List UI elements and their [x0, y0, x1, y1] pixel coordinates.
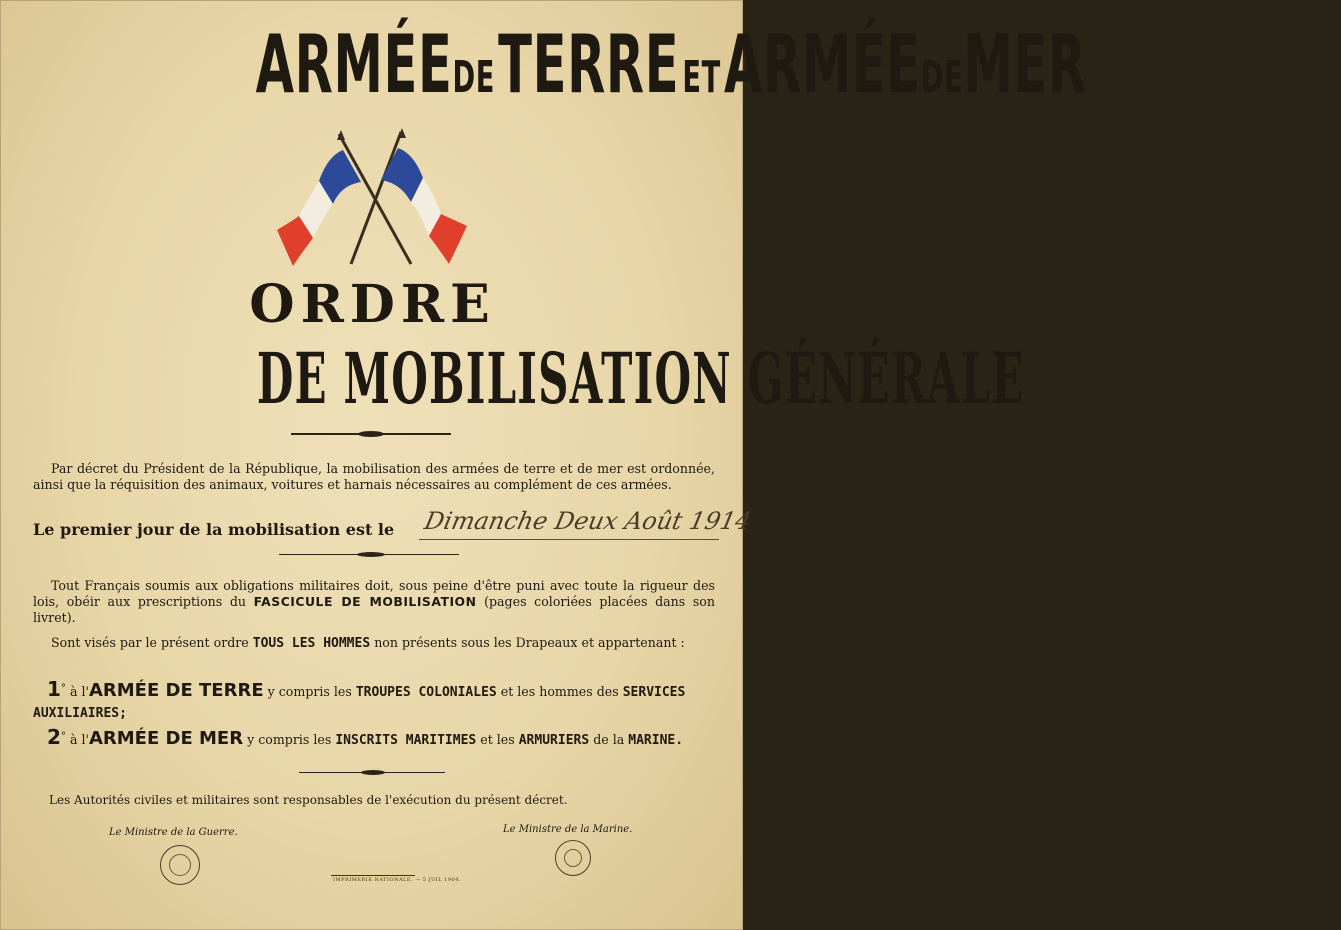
category-text: et les	[480, 732, 515, 748]
imprint-rule	[331, 875, 415, 876]
flag-right	[381, 148, 467, 264]
armourers-emphasis: ARMURIERS	[518, 733, 590, 749]
targets-paragraph	[33, 635, 715, 652]
flagpole-right	[351, 132, 401, 264]
war-ministry-seal-icon	[160, 845, 200, 885]
category-navy	[33, 727, 723, 751]
flag-left	[277, 150, 361, 266]
imprint-line: IMPRIMERIE NATIONALE. — 5 JUIL 1904.	[333, 877, 461, 883]
decree-paragraph: Par décret du Président de la République, la mobilisation des armées de terre et de mer est ordonnée, ainsi que la réquisition des animaux, voitures et harnais nécessaires au complément de ces armées.	[33, 461, 715, 492]
targets-text: non présents sous les Drapeaux et appartenant :	[374, 635, 685, 650]
header-title	[1, 18, 1087, 111]
title-ordre: ORDRE	[249, 274, 496, 335]
title-mobilisation	[1, 337, 1025, 420]
ornament-center	[358, 431, 384, 437]
category-prefix: à l'	[69, 684, 89, 700]
category-number: 1	[47, 677, 61, 702]
category-text: de la	[593, 732, 625, 748]
navy-emphasis: MARINE.	[628, 733, 684, 749]
category-army	[33, 679, 723, 724]
signature-left: Le Ministre de la Guerre.	[109, 827, 238, 838]
header-word: ARMÉE	[724, 18, 921, 111]
header-word: TERRE	[498, 18, 680, 111]
navy-ministry-seal-icon	[555, 840, 591, 876]
first-day-label: Le premier jour de la mobilisation est le	[33, 520, 395, 539]
obligation-text: (pages coloriées placées dans son livret).	[33, 594, 715, 625]
category-ordinal: °	[60, 731, 66, 742]
header-word: MER	[963, 18, 1087, 111]
signature-right: Le Ministre de la Marine.	[503, 824, 633, 835]
category-text: y compris les	[267, 684, 352, 700]
maritime-enlisted-emphasis: INSCRITS MARITIMES	[335, 733, 477, 749]
navy-label: ARMÉE DE MER	[88, 728, 244, 750]
category-prefix: à l'	[69, 732, 89, 748]
handwritten-date: Dimanche Deux Août 1914	[422, 507, 754, 535]
crossed-flags-icon	[271, 126, 481, 276]
header-word: DE	[920, 52, 964, 103]
header-word: ET	[682, 52, 721, 103]
obligation-text: Tout Français soumis aux obligations militaires doit, sous peine d'être puni avec toute la rigueur des lois, obéir aux prescriptions du	[33, 578, 715, 609]
targets-text: Sont visés par le présent ordre	[51, 635, 249, 650]
category-text: et les hommes des	[500, 684, 619, 700]
header-word: DE	[452, 52, 495, 103]
army-label: ARMÉE DE TERRE	[88, 680, 264, 702]
date-underline	[419, 539, 719, 540]
header-word: ARMÉE	[255, 18, 453, 111]
auxiliary-services-emphasis: SERVICES AUXILIAIRES;	[33, 685, 686, 722]
obligation-paragraph	[33, 578, 715, 626]
fascicule-emphasis: FASCICULE DE MOBILISATION	[253, 594, 477, 609]
category-number: 2	[47, 725, 61, 750]
colonial-troops-emphasis: TROUPES COLONIALES	[355, 685, 497, 701]
title-mobilisation-text: DE MOBILISATION GÉNÉRALE	[256, 337, 1025, 420]
ornament-center	[357, 552, 385, 557]
authorities-statement: Les Autorités civiles et militaires sont responsables de l'exécution du présent décret.	[49, 793, 568, 807]
all-men-emphasis: TOUS LES HOMMES	[252, 636, 371, 651]
category-ordinal: °	[60, 683, 66, 694]
category-text: y compris les	[247, 732, 332, 748]
ornament-center	[361, 770, 385, 775]
